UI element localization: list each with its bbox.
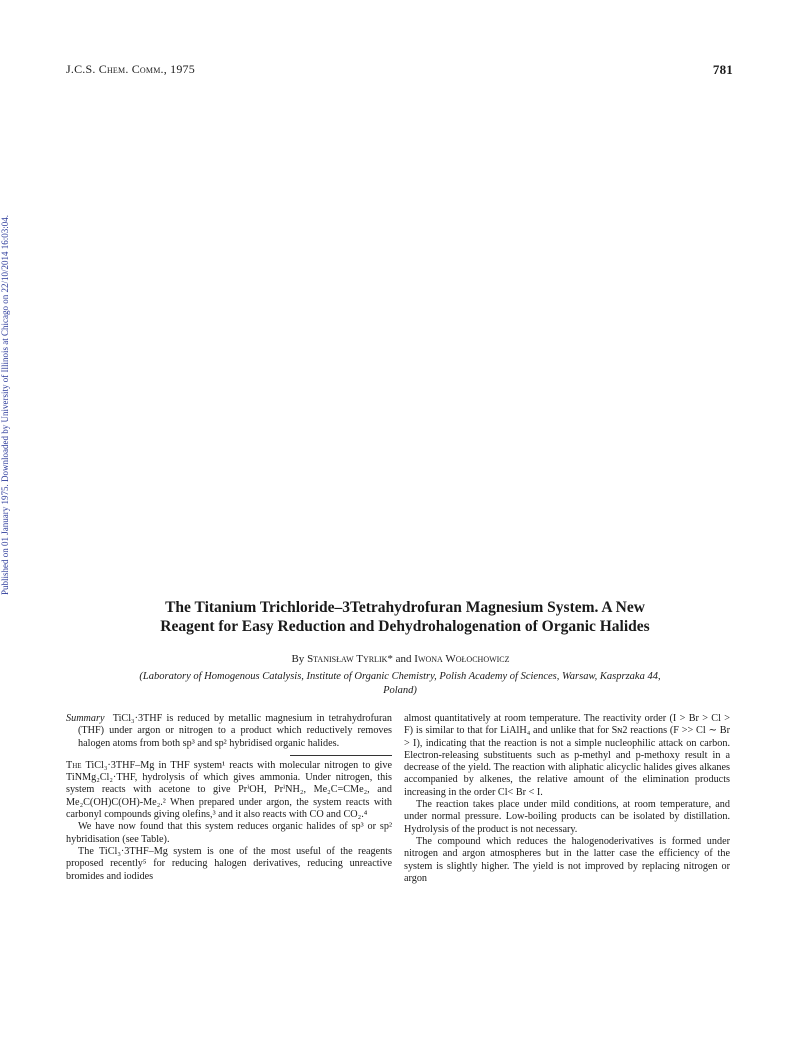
body-paragraph-4: almost quantitatively at room temperature. The reactivity order (I > Br > Cl > F) is similar to that for LiAlH₄ and unlike that for Sɴ2 reactions (F >> Cl ∼ Br > I), indicating that the reaction is not a simple nucleophilic attack on carbon. Electron-releasing substituents such as p-methyl and p-methoxy result in a decrease of the yield. The reaction with aliphatic alicyclic halides gives alkanes accompanied by alkenes, the relative amount of the elimination products increasing in the order Cl< Br < I. bbox=[404, 713, 730, 798]
body-paragraph-6: The compound which reduces the halogenoderivatives is formed under nitrogen and argon atmospheres but in the latter case the efficiency of the system is slightly higher. The yield is not improved by replacing nitrogen or argon bbox=[404, 835, 730, 884]
article-title bbox=[60, 598, 750, 636]
summary-text: TiCl₃·3THF is reduced by metallic magnesium in tetrahydrofuran (THF) under argon or nitrogen to a product which reductively removes halogen atoms from both sp³ and sp² hybridised organic halides. bbox=[78, 713, 392, 749]
byline bbox=[0, 653, 801, 665]
summary-label: Summary bbox=[66, 713, 105, 724]
author-1: Stanisław Tyrlik* bbox=[307, 653, 393, 665]
title-line-1: The Titanium Trichloride–3Tetrahydrofuran Magnesium System. A New bbox=[165, 599, 645, 616]
left-column bbox=[66, 713, 392, 883]
body-paragraph-2: We have now found that this system reduces organic halides of sp³ or sp² hybridisation (see Table). bbox=[66, 821, 392, 845]
byline-and: and bbox=[395, 653, 412, 665]
body-paragraph-1-text: TiCl₃·3THF–Mg in THF system¹ reacts with molecular nitrogen to give TiNMg₂Cl₂·THF, hydrolysis of which gives ammonia. Under nitrogen, this system reacts with acetone to give PrⁱOH, PrⁱNH₂, Me₂C=CMe₂, and Me₂C(OH)C(OH)-Me₂.² When prepared under argon, the system reacts with carbonyl compounds giving olefins,³ and it also reacts with CO and CO₂.⁴ bbox=[66, 759, 392, 821]
affiliation-line-1: (Laboratory of Homogenous Catalysis, Institute of Organic Chemistry, Polish Academy of Sciences, Warsaw, Kasprzaka 44, bbox=[139, 671, 661, 682]
body-paragraph-1 bbox=[66, 760, 392, 821]
body-lead-word: The bbox=[66, 759, 82, 771]
title-line-2: Reagent for Easy Reduction and Dehydrohalogenation of Organic Halides bbox=[160, 618, 650, 635]
author-2: Iwona Wołochowicz bbox=[414, 653, 510, 665]
right-column bbox=[404, 713, 730, 885]
affiliation-line-2: Poland) bbox=[383, 685, 417, 696]
byline-by: By bbox=[291, 653, 305, 665]
affiliation bbox=[65, 670, 735, 698]
body-paragraph-3: The TiCl₃·3THF–Mg system is one of the most useful of the reagents proposed recently⁵ for reducing halogen derivatives, reducing unreactive bromides and iodides bbox=[66, 845, 392, 882]
journal-header: J.C.S. Chem. Comm., 1975 bbox=[66, 62, 195, 76]
summary-divider bbox=[290, 755, 392, 756]
download-notice[interactable]: Published on 01 January 1975. Downloaded by University of Illinois at Chicago on 22/10/2014 16:03:04. bbox=[0, 215, 10, 595]
body-paragraph-5: The reaction takes place under mild conditions, at room temperature, and under normal pressure. Low-boiling products can be isolated by distillation. Hydrolysis of the product is not necessary. bbox=[404, 799, 730, 835]
summary-paragraph bbox=[66, 713, 392, 750]
page-number: 781 bbox=[712, 62, 733, 77]
